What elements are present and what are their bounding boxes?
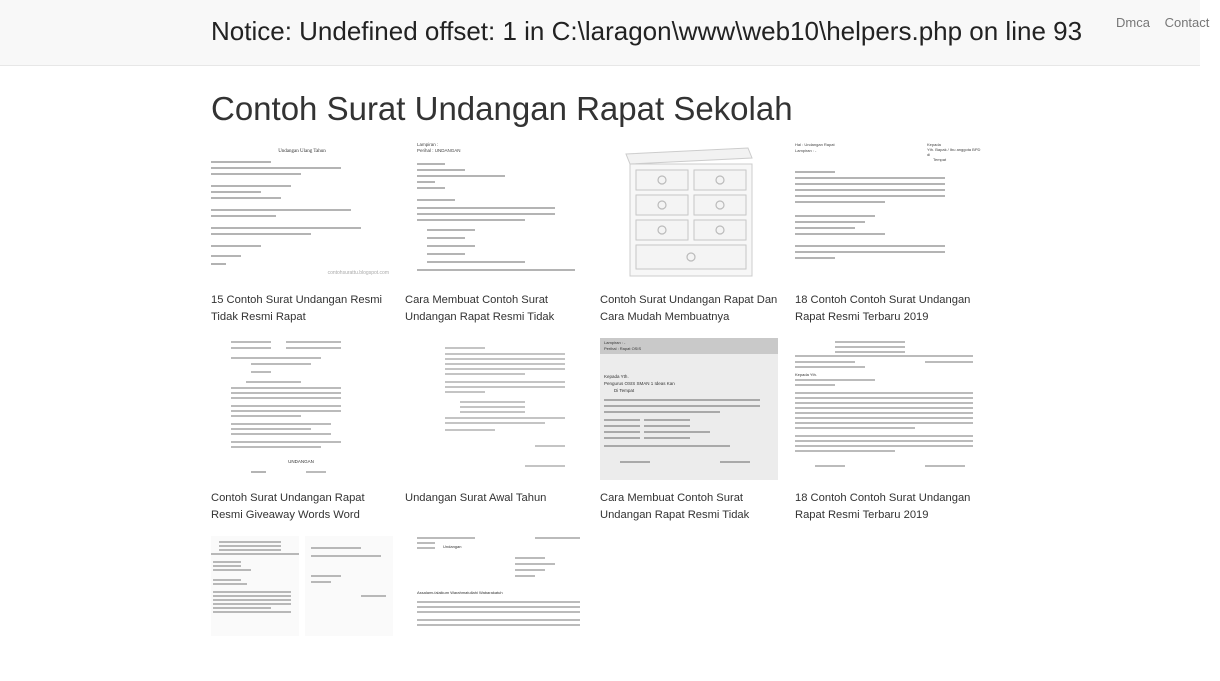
thumb-line: Undangan: [443, 544, 462, 549]
thumbnail-image[interactable]: [795, 338, 977, 483]
thumbnail-image[interactable]: [211, 338, 393, 483]
thumbnail-image[interactable]: [405, 338, 587, 483]
dresser-image: [600, 140, 782, 285]
thumb-line: Perihal : UNDANGAN: [417, 148, 461, 153]
thumbnail-image[interactable]: [405, 536, 587, 681]
nav-link-contact[interactable]: Contact: [1164, 15, 1210, 30]
thumbnail-image[interactable]: [211, 140, 393, 285]
thumb-line: Kepada Yth.: [795, 372, 817, 377]
thumb-line: Yth. Bapak / Ibu anggota BPD: [927, 147, 981, 152]
thumbnail-image[interactable]: [405, 140, 587, 285]
page-title: Contoh Surat Undangan Rapat Sekolah: [211, 90, 793, 127]
card-caption[interactable]: 18 Contoh Contoh Surat Undangan Rapat Resmi Terbaru 2019: [795, 492, 971, 521]
thumb-line: Lampiran : -: [795, 148, 817, 153]
card-caption[interactable]: Cara Membuat Contoh Surat Undangan Rapat Resmi Tidak: [600, 492, 750, 521]
php-notice-text: Notice: Undefined offset: 1 in C:\laragon\www\web10\helpers.php on line 93: [211, 16, 1083, 46]
card-caption[interactable]: Undangan Surat Awal Tahun: [405, 492, 547, 504]
nav-link-dmca[interactable]: Dmca: [1116, 15, 1150, 30]
thumb-line: Tempat: [933, 157, 947, 162]
card-caption[interactable]: 18 Contoh Contoh Surat Undangan Rapat Resmi Terbaru 2019: [795, 294, 971, 323]
thumb-line: Lampiran : -: [604, 340, 626, 345]
thumbnail-image[interactable]: [600, 338, 782, 483]
thumb-heading: Undangan Ulang Tahun: [278, 149, 326, 154]
thumb-line: Hal : Undangan Rapat: [795, 142, 835, 147]
thumbnail-image[interactable]: [211, 536, 393, 681]
thumb-line: Perihal : Rapat OSIS: [604, 346, 642, 351]
thumb-line: Lampiran :: [417, 142, 439, 147]
thumb-line: Di Tempat: [614, 388, 635, 393]
thumb-line: UNDANGAN: [288, 459, 314, 464]
card-caption[interactable]: Contoh Surat Undangan Rapat Resmi Giveaway Words Word: [211, 492, 365, 521]
top-navbar: [0, 0, 1210, 66]
thumbnail-image[interactable]: [600, 140, 782, 285]
card-caption[interactable]: 15 Contoh Surat Undangan Resmi Tidak Resmi Rapat: [211, 294, 383, 323]
thumb-line: Assalamu'alaikum Warahmatullahi Wabarakatuh: [417, 590, 503, 595]
thumb-line: Kepada Yth.: [604, 374, 629, 379]
nav-links: [1116, 15, 1220, 30]
card-caption[interactable]: Contoh Surat Undangan Rapat Dan Cara Mudah Membuatnya: [600, 294, 778, 323]
thumb-line: di: [927, 152, 931, 157]
thumb-line: Pengurus OSIS SMAN 1 Ideas Kan: [604, 381, 675, 386]
thumb-line: Kepada: [927, 142, 941, 147]
card-caption[interactable]: Cara Membuat Contoh Surat Undangan Rapat Resmi Tidak: [405, 294, 555, 323]
thumb-watermark: contohsurattu.blogspot.com: [327, 270, 389, 276]
thumbnail-image[interactable]: [795, 140, 981, 285]
